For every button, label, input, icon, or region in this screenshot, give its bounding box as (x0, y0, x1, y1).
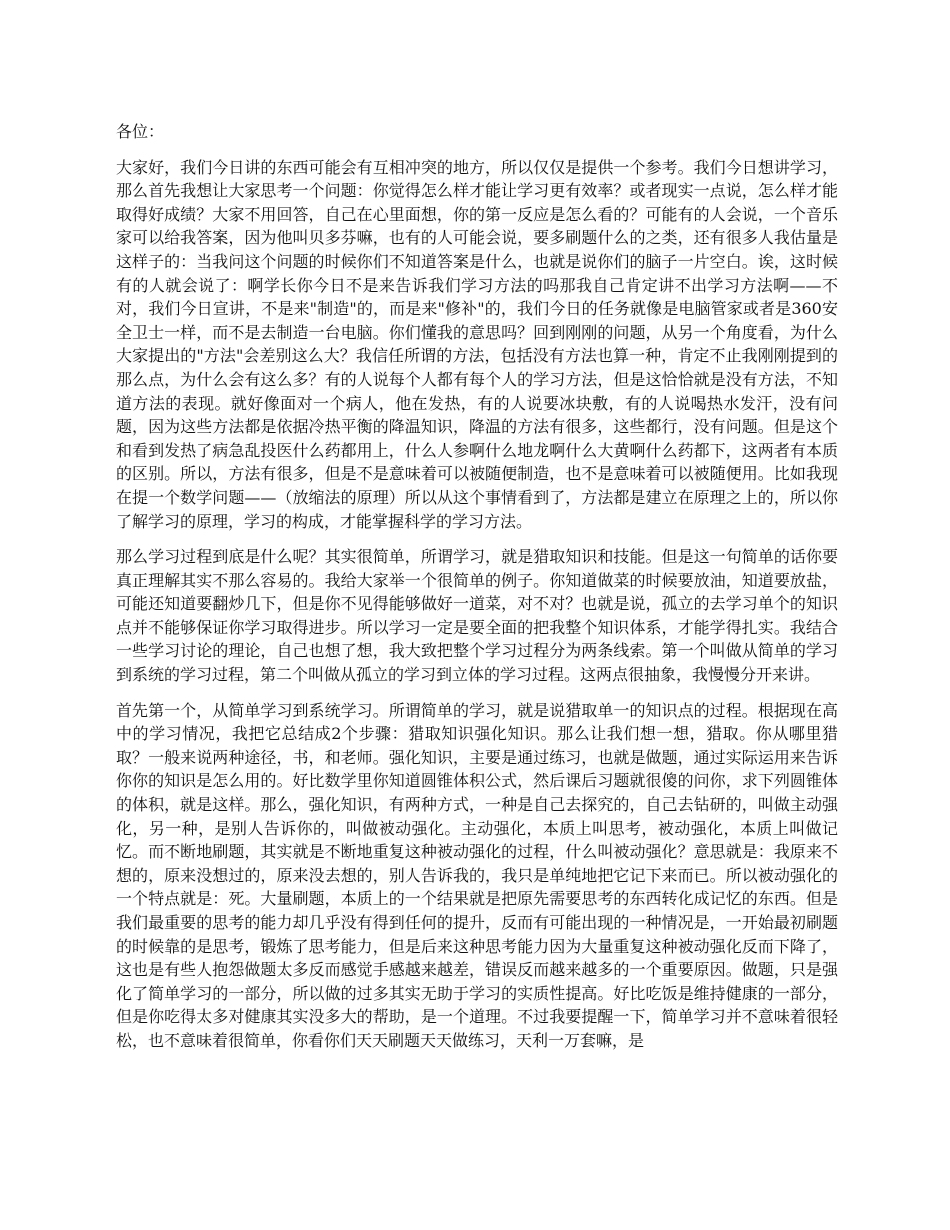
paragraph-1: 大家好，我们今日讲的东西可能会有互相冲突的地方，所以仅仅是提供一个参考。我们今日想讲学习，那么首先我想让大家思考一个问题：你觉得怎么样才能让学习更有效率？或者现实一点说，怎么样才能取得好成绩？大家不用回答，自己在心里面想，你的第一反应是怎么看的？可能有的人会说，一个音乐家可以给我答案，因为他叫贝多芬嘛，也有的人可能会说，要多刷题什么的之类，还有很多人我估量是这样子的：当我问这个问题的时候你们不知道答案是什么，也就是说你们的脑子一片空白。诶，这时候有的人就会说了：啊学长你今日不是来告诉我们学习方法的吗那我自己肯定讲不出学习方法啊——不对，我们今日宣讲，不是来"制造"的，而是来"修补"的，我们今日的任务就像是电脑管家或者是360安全卫士一样，而不是去制造一台电脑。你们懂我的意思吗？回到刚刚的问题，从另一个角度看，为什么大家提出的"方法"会差别这么大？我信任所谓的方法，包括没有方法也算一种，肯定不止我刚刚提到的那么点，为什么会有这么多？有的人说每个人都有每个人的学习方法，但是这恰恰就是没有方法，不知道方法的表现。就好像面对一个病人，他在发热，有的人说要冰块敷，有的人说喝热水发汗，没有问题，因为这些方法都是依据冷热平衡的降温知识，降温的方法有很多，这些都行，没有问题。但是这个和看到发热了病急乱投医什么药都用上，什么人参啊什么地龙啊什么大黄啊什么药都下，这两者有本质的区别。所以，方法有很多，但是不是意味着可以被随便制造，也不是意味着可以被随便用。比如我现在提一个数学问题——（放缩法的原理）所以从这个事情看到了，方法都是建立在原理之上的，所以你了解学习的原理，学习的构成，才能掌握科学的学习方法。 (116, 157, 838, 531)
greeting: 各位： (116, 122, 165, 141)
paragraph-3: 首先第一个，从简单学习到系统学习。所谓简单的学习，就是说猎取单一的知识点的过程。根据现在高中的学习情况，我把它总结成2个步骤：猎取知识强化知识。那么让我们想一想，猎取。你从哪里猎取？一般来说两种途径，书，和老师。强化知识，主要是通过练习，也就是做题，通过实际运用来告诉你你的知识是怎么用的。好比数学里你知道圆锥体积公式，然后课后习题就很傻的问你，求下列圆锥体的体积，就是这样。那么，强化知识，有两种方式，一种是自己去探究的，自己去钻研的，叫做主动强化，另一种，是别人告诉你的，叫做被动强化。主动强化，本质上叫思考，被动强化，本质上叫做记忆。而不断地刷题，其实就是不断地重复这种被动强化的过程，什么叫被动强化？意思就是：我原来不想的，原来没想过的，原来没去想的，别人告诉我的，我只是单纯地把它记下来而已。所以被动强化的一个特点就是：死。大量刷题，本质上的一个结果就是把原先需要思考的东西转化成记忆的东西。但是我们最重要的思考的能力却几乎没有得到任何的提升，反而有可能出现的一种情况是，一开始最初刷题的时候靠的是思考，锻炼了思考能力，但是后来这种思考能力因为大量重复这种被动强化反而下降了，这也是有些人抱怨做题太多反而感觉手感越来越差，错误反而越来越多的一个重要原因。做题，只是强化了简单学习的一部分，所以做的过多其实无助于学习的实质性提高。好比吃饭是维持健康的一部分，但是你吃得太多对健康其实没多大的帮助，是一个道理。不过我要提醒一下，简单学习并不意味着很轻松，也不意味着很简单，你看你们天天刷题天天做练习，天利一万套嘛，是 (116, 700, 838, 1050)
document-body (116, 120, 838, 1065)
paragraph-2: 那么学习过程到底是什么呢？其实很简单，所谓学习，就是猎取知识和技能。但是这一句简单的话你要真正理解其实不那么容易的。我给大家举一个很简单的例子。你知道做菜的时候要放油，知道要放盐，可能还知道要翻炒几下，但是你不见得能够做好一道菜，对不对？也就是说，孤立的去学习单个的知识点并不能够保证你学习取得进步。所以学习一定是要全面的把我整个知识体系，才能学得扎实。我结合一些学习讨论的理论，自己也想了想，我大致把整个学习过程分为两条线索。第一个叫做从简单的学习到系统的学习过程，第二个叫做从孤立的学习到立体的学习过程。这两点很抽象，我慢慢分开来讲。 (116, 547, 838, 685)
